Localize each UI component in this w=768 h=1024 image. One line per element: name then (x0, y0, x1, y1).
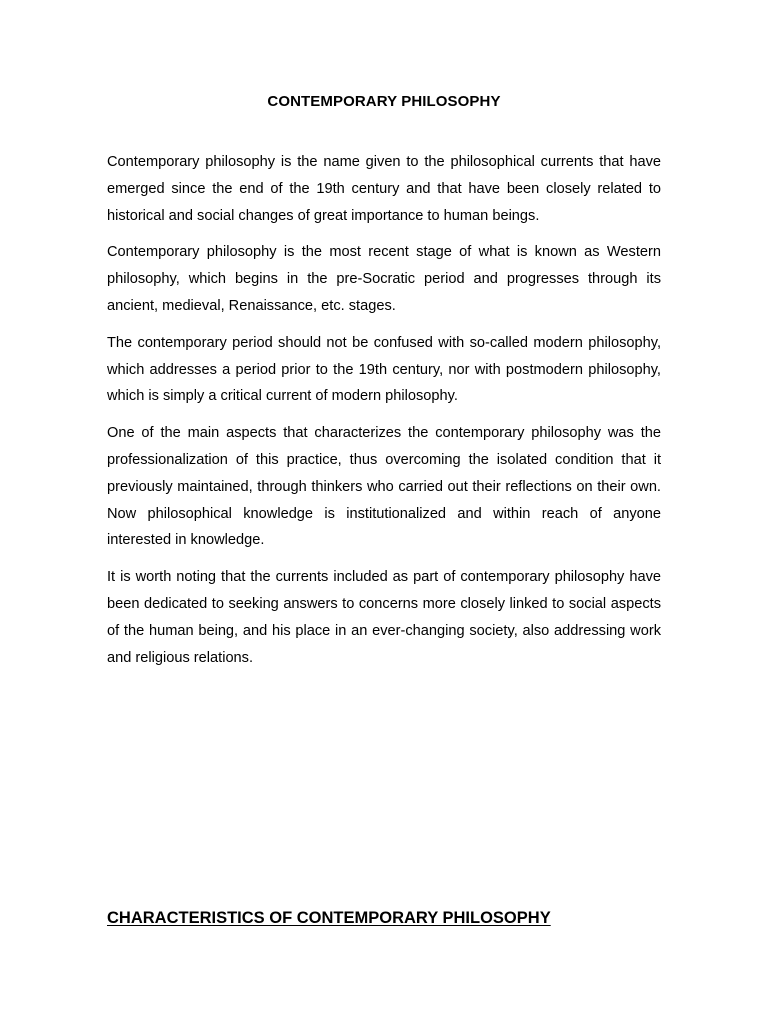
section-heading: CHARACTERISTICS OF CONTEMPORARY PHILOSOPHY (107, 909, 551, 927)
paragraph: It is worth noting that the currents included as part of contemporary philosophy have been dedicated to seeking answers to concerns more closely linked to social aspects of the human being, and his place in an ever-changing society, also addressing work and religious relations. (107, 569, 661, 666)
paragraph: Contemporary philosophy is the most recent stage of what is known as Western philosophy, which begins in the pre-Socratic period and progresses through its ancient, medieval, Renaissance, etc. stages. (107, 244, 661, 314)
document-body (107, 149, 661, 681)
page-title: CONTEMPORARY PHILOSOPHY (267, 93, 501, 110)
paragraph: Contemporary philosophy is the name given to the philosophical currents that have emerged since the end of the 19th century and that have been closely related to historical and social changes of great importance to human beings. (107, 154, 661, 224)
paragraph: One of the main aspects that characterizes the contemporary philosophy was the professionalization of this practice, thus overcoming the isolated condition that it previously maintained, through thinkers who carried out their reflections on their own. Now philosophical knowledge is institutionalized and within reach of anyone interested in knowledge. (107, 425, 661, 549)
paragraph: The contemporary period should not be confused with so-called modern philosophy, which addresses a period prior to the 19th century, nor with postmodern philosophy, which is simply a critical current of modern philosophy. (107, 334, 661, 405)
